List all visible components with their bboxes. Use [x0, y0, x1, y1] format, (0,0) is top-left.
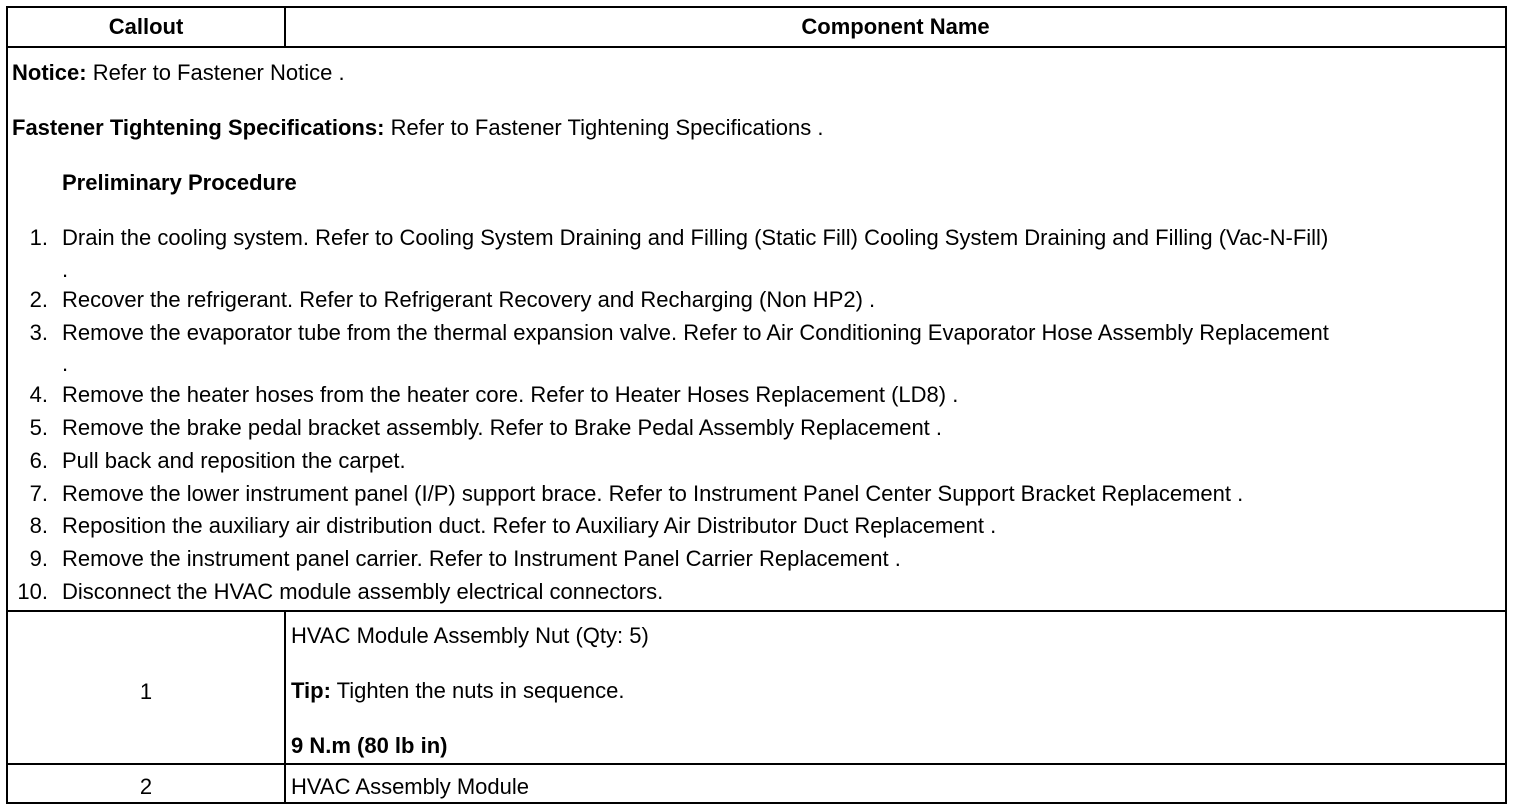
step-continuation: .	[62, 257, 69, 282]
divider	[8, 610, 1505, 612]
step-number: 5.	[29, 415, 48, 440]
step-number: 3.	[29, 320, 48, 345]
divider	[8, 763, 1505, 765]
step-text: Remove the evaporator tube from the thermal expansion valve. Refer to Air Conditioning Evaporator Hose Assembly Replacement	[62, 320, 1329, 345]
step-continuation: .	[62, 351, 69, 376]
header-callout: Callout	[108, 14, 184, 39]
fastener-line	[12, 115, 823, 141]
column-divider	[284, 610, 286, 804]
step-text: Recover the refrigerant. Refer to Refrigerant Recovery and Recharging (Non HP2) .	[62, 287, 876, 312]
tip-label: Tip:	[291, 678, 331, 703]
step-text: Pull back and reposition the carpet.	[62, 448, 406, 473]
step-text: Remove the instrument panel carrier. Refer to Instrument Panel Carrier Replacement .	[62, 546, 901, 571]
callout-number: 2	[139, 774, 153, 799]
tip-line	[291, 678, 624, 704]
step-number: 8.	[29, 513, 48, 538]
tip-text: Tighten the nuts in sequence.	[336, 678, 625, 703]
callout-number: 1	[139, 679, 153, 704]
notice-text: Refer to Fastener Notice .	[92, 60, 345, 85]
fastener-label: Fastener Tightening Specifications:	[12, 115, 385, 140]
component-name: HVAC Assembly Module	[291, 774, 530, 799]
step-text: Disconnect the HVAC module assembly electrical connectors.	[62, 579, 664, 604]
procedure-title: Preliminary Procedure	[62, 170, 297, 195]
step-number: 1.	[29, 225, 48, 250]
step-text: Remove the heater hoses from the heater core. Refer to Heater Hoses Replacement (LD8) .	[62, 382, 959, 407]
step-text: Reposition the auxiliary air distribution duct. Refer to Auxiliary Air Distributor Duct Replacement .	[62, 513, 997, 538]
step-number: 4.	[29, 382, 48, 407]
step-number: 9.	[29, 546, 48, 571]
notice-label: Notice:	[12, 60, 87, 85]
torque-spec: 9 N.m (80 lb in)	[291, 733, 448, 758]
header-component-name: Component Name	[801, 14, 990, 39]
component-name: HVAC Module Assembly Nut (Qty: 5)	[291, 623, 649, 648]
notice-line	[12, 60, 345, 86]
step-text: Remove the lower instrument panel (I/P) support brace. Refer to Instrument Panel Center Support Bracket Replacement .	[62, 481, 1244, 506]
divider	[8, 46, 1505, 48]
step-number: 10.	[17, 579, 48, 604]
step-number: 6.	[29, 448, 48, 473]
step-number: 7.	[29, 481, 48, 506]
fastener-text: Refer to Fastener Tightening Specifications .	[390, 115, 824, 140]
step-text: Drain the cooling system. Refer to Cooling System Draining and Filling (Static Fill) Cooling System Draining and Filling (Vac-N-Fill)	[62, 225, 1329, 250]
procedure-table	[6, 6, 1507, 804]
step-text: Remove the brake pedal bracket assembly. Refer to Brake Pedal Assembly Replacement .	[62, 415, 943, 440]
step-number: 2.	[29, 287, 48, 312]
